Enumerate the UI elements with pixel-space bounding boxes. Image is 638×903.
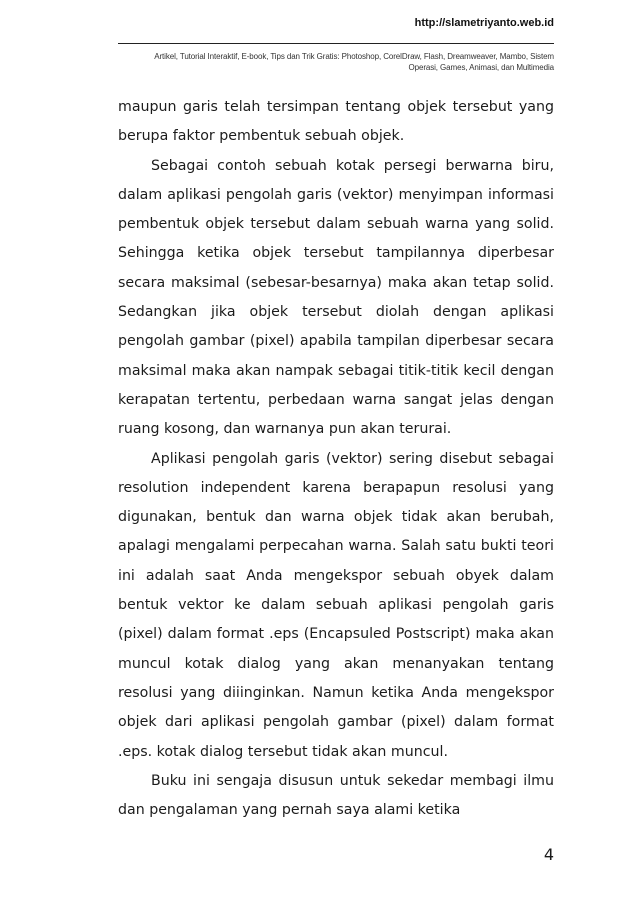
- header-divider: [118, 43, 554, 44]
- body-text: [118, 93, 554, 825]
- page-number: 4: [543, 845, 554, 864]
- paragraph-1: maupun garis telah tersimpan tentang objek tersebut yang berupa faktor pembentuk sebuah objek.: [118, 99, 554, 145]
- header-tagline: Artikel, Tutorial Interaktif, E-book, Tips dan Trik Gratis: Photoshop, CorelDraw, Flash, Dreamweaver, Mambo, Sistem Operasi, Games, Animasi, dan Multimedia: [154, 52, 554, 72]
- header-url: http://slametriyanto.web.id: [414, 17, 554, 29]
- paragraph-4: Buku ini sengaja disusun untuk sekedar membagi ilmu dan pengalaman yang pernah saya alami ketika: [118, 772, 554, 819]
- paragraph-2: Sebagai contoh sebuah kotak persegi berwarna biru, dalam aplikasi pengolah garis (vektor) menyimpan informasi pembentuk objek tersebut dalam sebuah warna yang solid. Sehingga ketika objek tersebut tampilannya diperbesar secara maksimal (sebesar-besarnya) maka akan tetap solid. Sedangkan jika objek tersebut diolah dengan aplikasi pengolah gambar (pixel) apabila tampilan diperbesar secara maksimal maka akan nampak sebagai titik-titik kecil dengan kerapatan tertentu, perbedaan warna sangat jelas dengan ruang kosong, dan warnanya pun akan terurai.: [118, 157, 554, 438]
- paragraph-3: Aplikasi pengolah garis (vektor) sering disebut sebagai resolution independent karena berapapun resolusi yang digunakan, bentuk dan warna objek tidak akan berubah, apalagi mengalami perpecahan warna. Salah satu bukti teori ini adalah saat Anda mengekspor sebuah obyek dalam bentuk vektor ke dalam sebuah aplikasi pengolah garis (pixel) dalam format .eps (Encapsuled Postscript) maka akan muncul kotak dialog yang akan menanyakan tentang resolusi yang diiinginkan. Namun ketika Anda mengekspor objek dari aplikasi pengolah gambar (pixel) dalam format .eps. kotak dialog tersebut tidak akan muncul.: [118, 450, 554, 760]
